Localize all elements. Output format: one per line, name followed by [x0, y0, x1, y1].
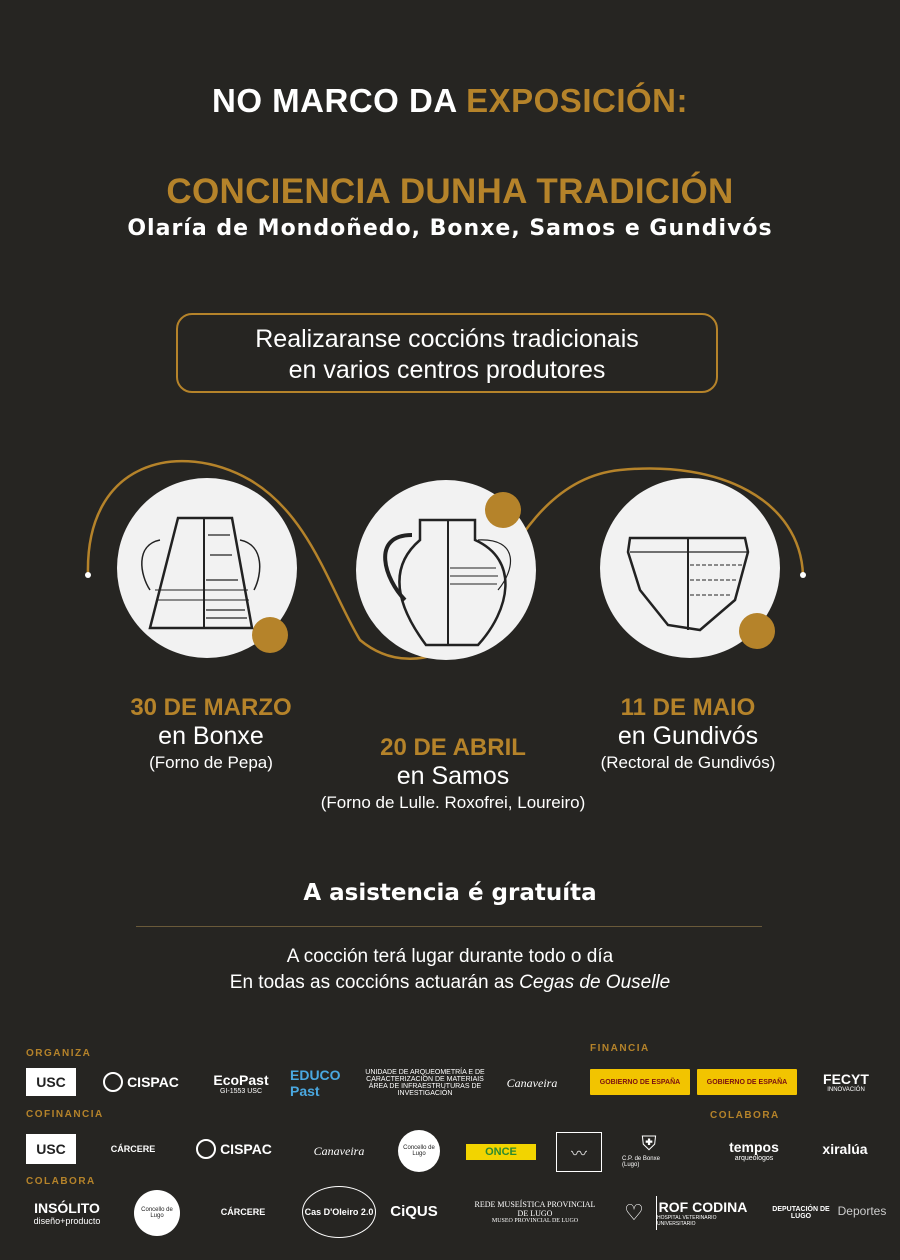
- event-place: en Bonxe: [158, 722, 264, 750]
- highlight-line-1: Realizaranse coccións tradicionais: [255, 325, 639, 353]
- notes-line-1: A cocción terá lugar durante todo o día: [286, 946, 614, 967]
- event-detail: (Rectoral de Gundivós): [600, 753, 776, 772]
- event-date: 11 DE MAIO: [620, 694, 756, 721]
- usc-logo: USC: [26, 1068, 76, 1096]
- event-detail: (Forno de Pepa): [149, 753, 273, 772]
- gold-dot-3: [739, 613, 775, 649]
- exhibition-title: CONCIENCIA DUNHA TRADICIÓN: [166, 172, 734, 211]
- concello-lugo-logo: Concello de Lugo: [398, 1130, 440, 1172]
- label-cofinancia: COFINANCIA: [26, 1109, 104, 1120]
- tempos-logo: tempos arqueólogos: [729, 1138, 779, 1162]
- wave-icon: 〰: [570, 1145, 587, 1163]
- highlight-box: [176, 313, 718, 393]
- educopast-logo: EDUCO Past: [290, 1067, 341, 1099]
- label-colabora-2: COLABORA: [26, 1176, 96, 1187]
- highlight-line-2: en varios centros produtores: [288, 356, 606, 384]
- intro-white: NO MARCO DA: [212, 82, 457, 119]
- cispac-logo: CISPAC: [96, 1068, 186, 1096]
- event-detail: (Forno de Lulle. Roxofrei, Loureiro): [320, 793, 586, 812]
- notes-line-2-prefix: En todas as coccións actuarán as: [229, 972, 514, 993]
- cp-bonxe-logo: ⛨ C.P. de Bonxe (Lugo): [622, 1132, 660, 1168]
- ciqus-logo: CiQUS: [390, 1202, 438, 1220]
- gold-dot-2: [485, 492, 521, 528]
- cispac-icon: [196, 1139, 216, 1159]
- rede-museistica-logo: REDE MUSEÍSTICA PROVINCIAL DE LUGO MUSEO PROVINCIAL DE LUGO: [474, 1200, 596, 1224]
- cispac-logo-2: CISPAC: [188, 1134, 280, 1164]
- intro-heading: [0, 82, 900, 120]
- crest-icon: ⛨: [641, 1132, 657, 1155]
- gobierno-logo-1: GOBIERNO DE ESPAÑA: [590, 1069, 690, 1095]
- notes: [0, 944, 900, 996]
- carcere-logo: CÁRCERE: [110, 1144, 156, 1154]
- unidade-logo: UNIDADE DE ARQUEOMETRÍA E DE CARACTERIZACIÓN DE MATERIAIS ÁREA DE INFRAESTRUTURAS DE INVESTIGACIÓN: [365, 1069, 485, 1097]
- notes-line-2: [0, 970, 900, 996]
- line-end-dot-right: [800, 572, 806, 578]
- canaveira-logo-2: Canaveira: [313, 1143, 365, 1158]
- notes-line-2-italic: Cegas de Ouselle: [519, 972, 671, 993]
- ecopast-logo: EcoPast GI-1553 USC: [213, 1071, 269, 1095]
- pottery-illustration: [0, 440, 900, 680]
- xiralua-logo: xiralúa: [822, 1141, 868, 1157]
- casdoleiro-logo: Cas D'Oleiro 2.0: [302, 1186, 376, 1238]
- line-end-dot-left: [85, 572, 91, 578]
- gobierno-logo-2: GOBIERNO DE ESPAÑA: [697, 1069, 797, 1095]
- insolito-logo: INSÓLITO diseño+producto: [33, 1200, 101, 1226]
- event-place: en Gundivós: [617, 722, 759, 750]
- canaveira-logo: Canaveira: [506, 1075, 558, 1090]
- respect-logo: [556, 1132, 602, 1172]
- deportes-logo: Deportes: [837, 1204, 887, 1218]
- carcere-logo-2: CÁRCERE: [220, 1207, 266, 1217]
- usc-logo-2: USC: [26, 1134, 76, 1164]
- gold-dot-1: [252, 617, 288, 653]
- label-financia: FINANCIA: [590, 1043, 650, 1054]
- event-gundivos: [560, 694, 816, 773]
- fecyt-logo: FECYT INNOVACIÓN: [823, 1071, 869, 1093]
- divider: [136, 926, 762, 927]
- rof-codina-logo: ROF CODINA HOSPITAL VETERINARIO UNIVERSITARIO: [656, 1196, 749, 1230]
- event-place: en Samos: [396, 762, 510, 790]
- rof-heart-icon: ♡: [624, 1200, 644, 1225]
- concello-lugo-logo-2: Concello de Lugo: [134, 1190, 180, 1236]
- event-date: 20 DE ABRIL: [380, 734, 526, 761]
- deputacion-logo: DEPUTACIÓN DE LUGO: [772, 1206, 830, 1220]
- label-organiza: ORGANIZA: [26, 1048, 92, 1059]
- label-colabora-1: COLABORA: [710, 1110, 780, 1121]
- free-entry: A asistencia é gratuíta: [303, 880, 597, 906]
- intro-gold: EXPOSICIÓN:: [466, 82, 688, 119]
- exhibition-subtitle: Olaría de Mondoñedo, Bonxe, Samos e Gundivós: [127, 216, 773, 241]
- cispac-icon: [103, 1072, 123, 1092]
- once-logo: ONCE: [466, 1144, 536, 1160]
- event-date: 30 DE MARZO: [130, 694, 292, 721]
